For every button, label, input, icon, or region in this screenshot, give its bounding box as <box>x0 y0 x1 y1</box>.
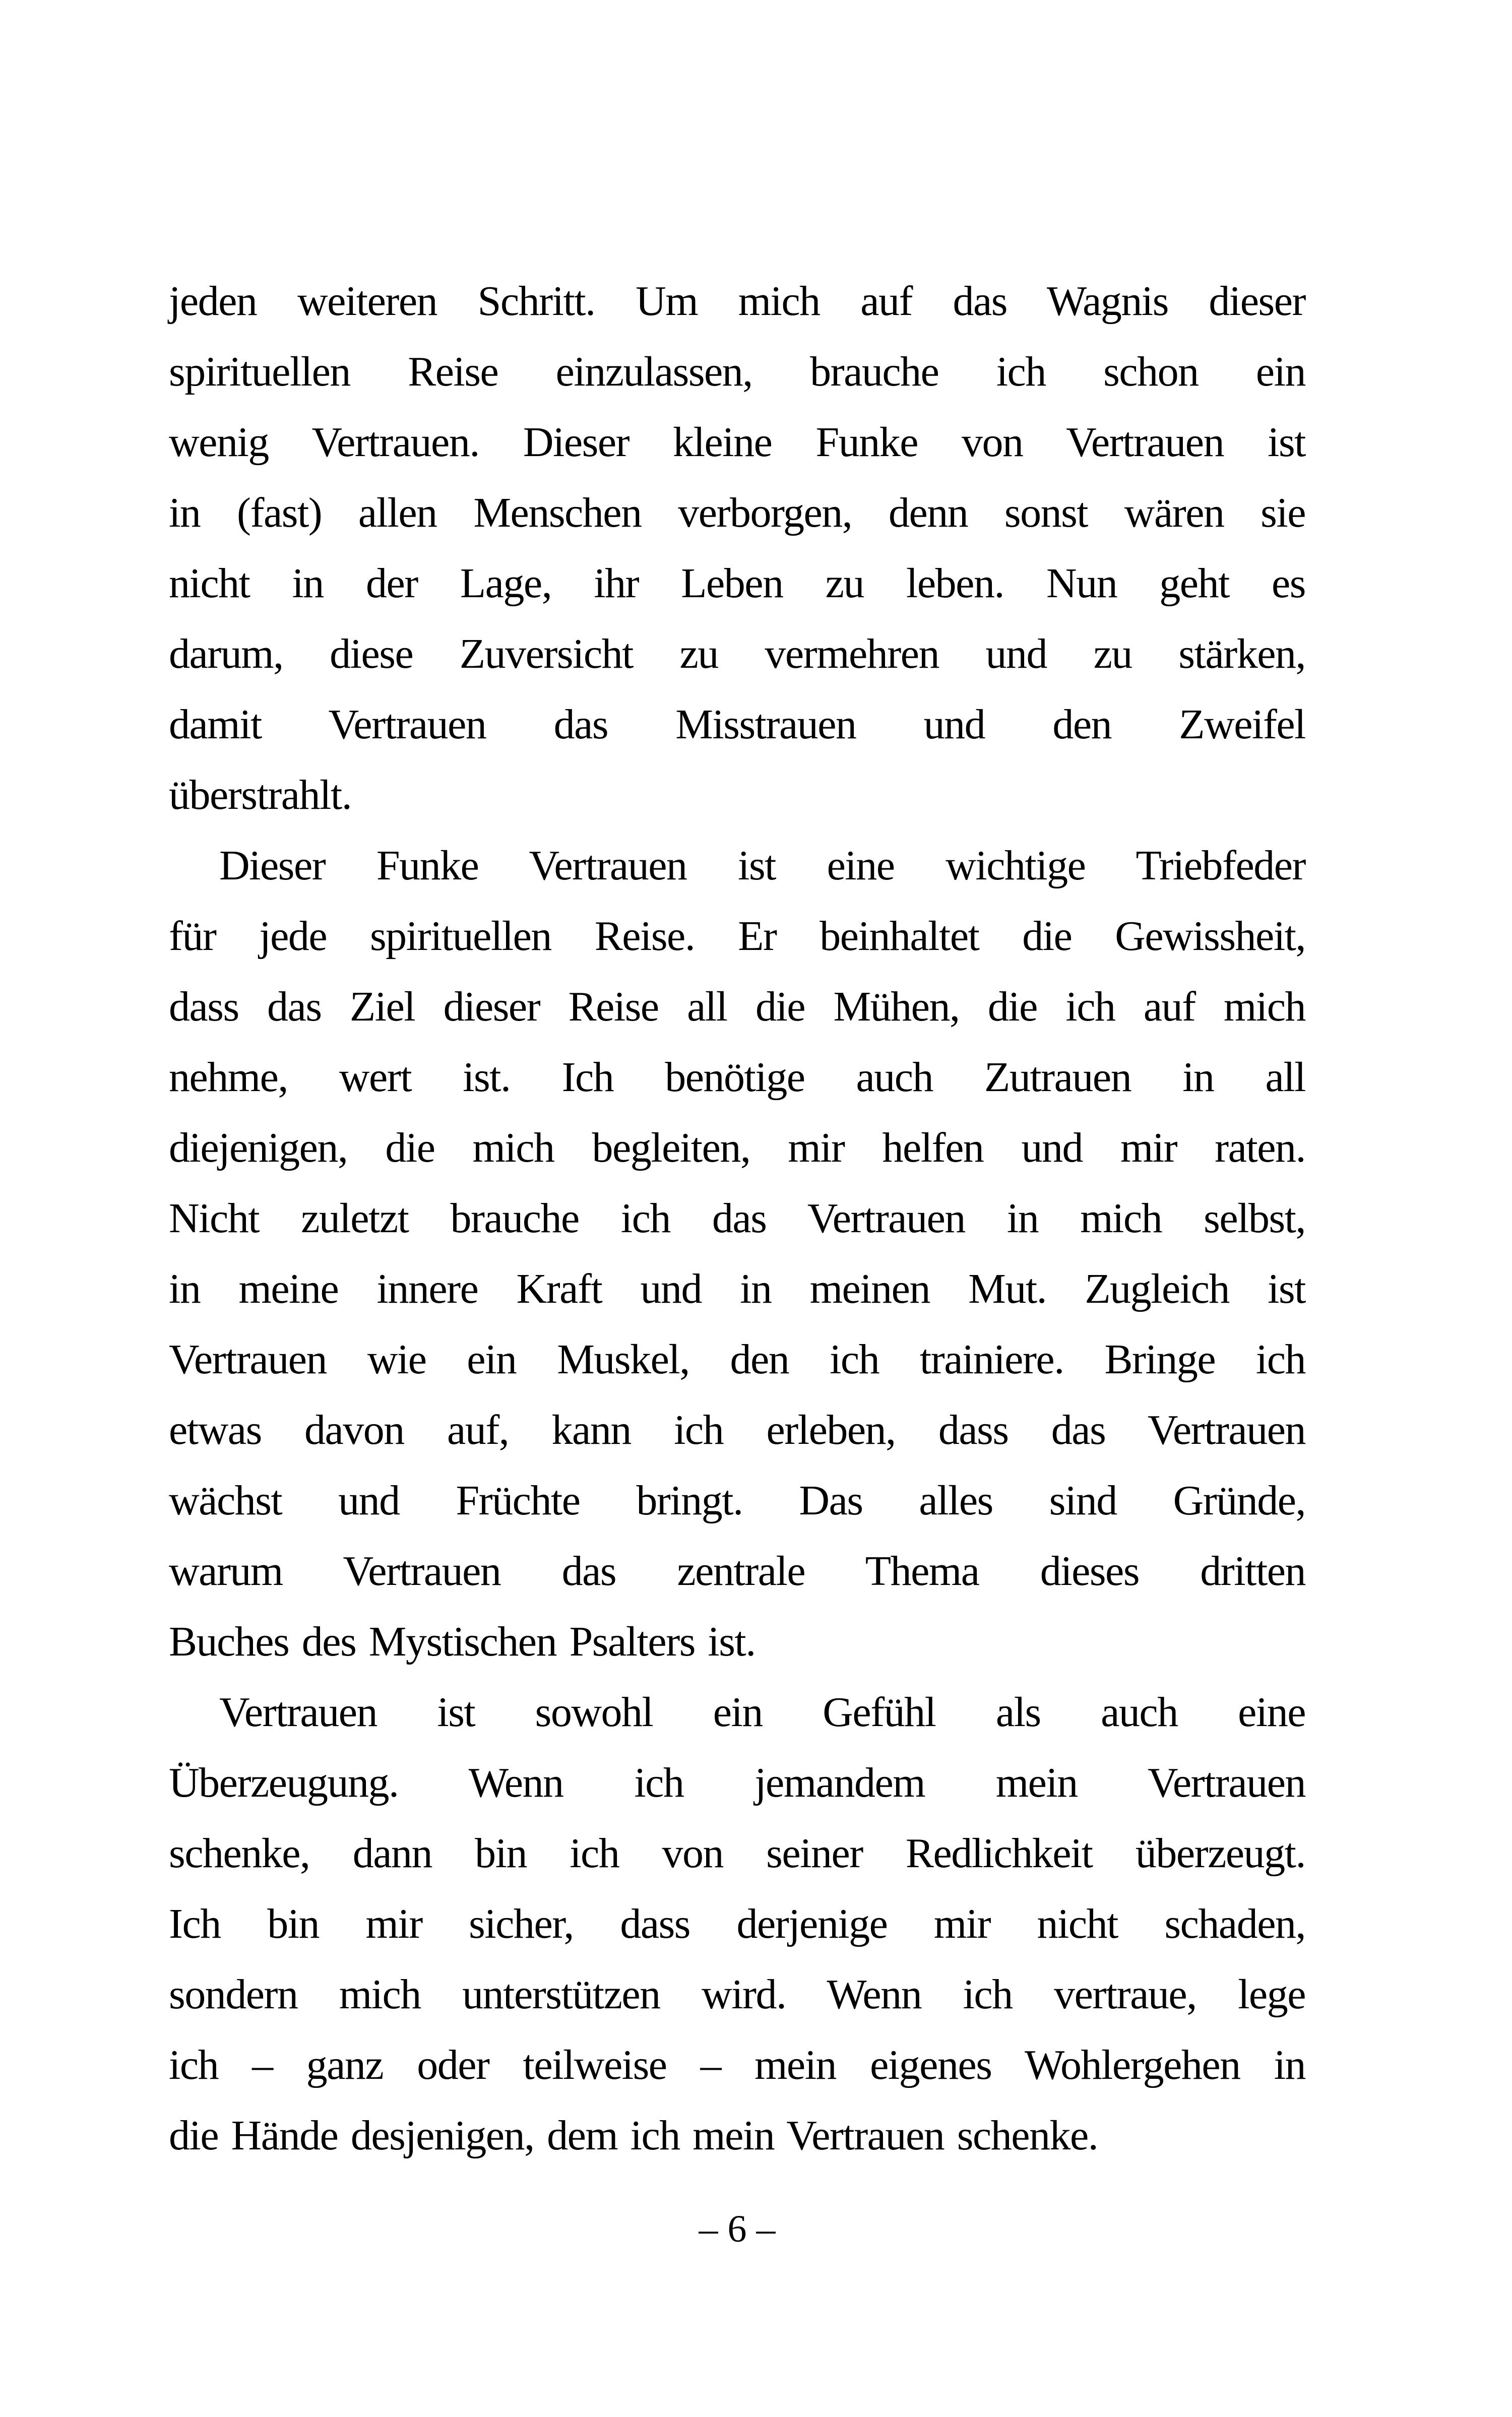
text-line: für jede spirituellen Reise. Er beinhaltet die Gewissheit, <box>169 913 1305 960</box>
text-line: nicht in der Lage, ihr Leben zu leben. Nun geht es <box>169 560 1305 607</box>
text-line: spirituellen Reise einzulassen, brauche ich schon ein <box>169 348 1305 395</box>
text-line: die Hände desjenigen, dem ich mein Vertrauen schenke. <box>169 2112 1098 2159</box>
paragraph <box>169 266 1305 831</box>
page-number: – 6 – <box>699 2208 776 2250</box>
text-line: Vertrauen ist sowohl ein Gefühl als auch eine <box>219 1689 1305 1736</box>
text-line: Nicht zuletzt brauche ich das Vertrauen in mich selbst, <box>169 1195 1305 1242</box>
text-line: jeden weiteren Schritt. Um mich auf das Wagnis dieser <box>169 278 1305 325</box>
text-line: in (fast) allen Menschen verborgen, denn sonst wären sie <box>169 489 1305 536</box>
text-line: diejenigen, die mich begleiten, mir helfen und mir raten. <box>169 1124 1305 1171</box>
text-line: sondern mich unterstützen wird. Wenn ich vertraue, lege <box>169 1971 1305 2018</box>
text-line: darum, diese Zuversicht zu vermehren und zu stärken, <box>169 630 1305 677</box>
text-line: in meine innere Kraft und in meinen Mut. Zugleich ist <box>169 1265 1305 1312</box>
text-line: warum Vertrauen das zentrale Thema dieses dritten <box>169 1548 1305 1595</box>
text-line: Überzeugung. Wenn ich jemandem mein Vertrauen <box>169 1759 1305 1806</box>
paragraph <box>169 1677 1305 2171</box>
text-line: damit Vertrauen das Misstrauen und den Zweifel <box>169 701 1305 748</box>
text-line: ich – ganz oder teilweise – mein eigenes Wohlergehen in <box>169 2042 1305 2088</box>
text-line: nehme, wert ist. Ich benötige auch Zutrauen in all <box>169 1054 1305 1101</box>
text-line: Buches des Mystischen Psalters ist. <box>169 1618 755 1665</box>
text-line: wenig Vertrauen. Dieser kleine Funke von Vertrauen ist <box>169 419 1305 466</box>
body-text <box>169 266 1305 2171</box>
text-line: schenke, dann bin ich von seiner Redlichkeit überzeugt. <box>169 1830 1305 1877</box>
text-line: etwas davon auf, kann ich erleben, dass das Vertrauen <box>169 1407 1305 1453</box>
text-line: Vertrauen wie ein Muskel, den ich trainiere. Bringe ich <box>169 1336 1305 1383</box>
text-line: wächst und Früchte bringt. Das alles sind Gründe, <box>169 1477 1305 1524</box>
text-line: überstrahlt. <box>169 772 352 818</box>
text-line: Ich bin mir sicher, dass derjenige mir nicht schaden, <box>169 1900 1305 1947</box>
text-line: Dieser Funke Vertrauen ist eine wichtige Triebfeder <box>219 842 1305 889</box>
text-line: dass das Ziel dieser Reise all die Mühen, die ich auf mich <box>169 983 1305 1030</box>
paragraph <box>169 831 1305 1677</box>
